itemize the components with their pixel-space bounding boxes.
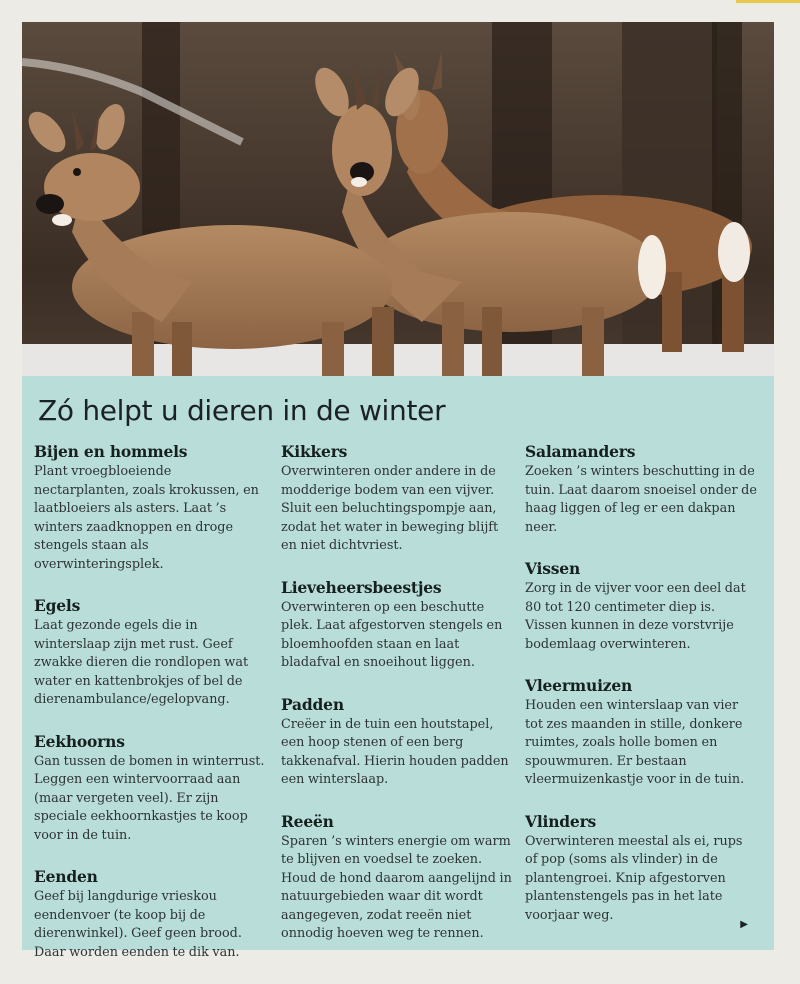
- section-heading: Eenden: [34, 867, 98, 886]
- section-heading: Padden: [281, 694, 344, 714]
- section-body: Gan tussen de bomen in winterrust. Leggen een wintervoorraad aan (maar vergeten veel). Er zijn speciale eekhoornkastjes te koop voor in de tuin.: [34, 753, 265, 843]
- section-heading: Vleermuizen: [525, 676, 633, 695]
- section-padden: [281, 695, 515, 790]
- winter-tips-panel: [22, 376, 774, 960]
- section-heading: Salamanders: [525, 442, 636, 461]
- section-body: Houden een winterslaap van vier tot zes maanden in stille, donkere ruimtes, zoals holle bomen en spouwmuren. Er bestaan vleermuizenkastje voor in de tuin.: [525, 698, 745, 787]
- article-title: Zó helpt u dieren in de winter: [38, 394, 446, 427]
- section-salamanders: [525, 442, 757, 537]
- column-1: [34, 442, 269, 984]
- next-page-arrow-icon: ▶: [740, 919, 748, 930]
- page-corner-tab: [736, 0, 800, 3]
- section-body: Geef bij langdurige vrieskou eendenvoer (te koop bij de dierenwinkel). Geef geen brood. Daar worden eenden te dik van.: [34, 889, 242, 960]
- section-eenden: [34, 867, 269, 962]
- section-heading: Bijen en hommels: [34, 442, 188, 461]
- section-heading: Kikkers: [281, 442, 348, 461]
- section-heading: Egels: [34, 596, 81, 615]
- section-bijen-en-hommels: [34, 442, 269, 574]
- section-body: Laat gezonde egels die in winterslaap zijn met rust. Geef zwakke dieren die rondlopen wat water en kattenbrokjes of bel de dierenambulance/egelopvang.: [34, 618, 249, 707]
- section-body: Zoeken ’s winters beschutting in de tuin. Laat daarom snoeisel onder de haag liggen of leg er een dakpan neer.: [525, 464, 757, 535]
- section-heading: Vlinders: [525, 811, 597, 831]
- section-body: Sparen ’s winters energie om warm te blijven en voedsel te zoeken. Houd de hond daarom aangelijnd in natuurgebieden waar dit wordt aangegeven, zodat reeën niet onnodig hoeven weg te rennen.: [281, 833, 512, 941]
- section-vlinders: [525, 812, 757, 926]
- section-body: Creëer in de tuin een houtstapel, een hoop stenen of een berg takkenafval. Hierin houden padden een winterslaap.: [281, 716, 509, 787]
- section-egels: [34, 596, 269, 710]
- section-heading: Reeën: [281, 811, 334, 831]
- column-3: [525, 442, 757, 947]
- section-body: Overwinteren op een beschutte plek. Laat afgestorven stengels en bloemhoofden staan en laat bladafval en snoeihout liggen.: [281, 599, 503, 670]
- section-body: Overwinteren meestal als ei, rups of pop (soms als vlinder) in de plantengroei. Knip afgestorven plantenstengels pas in het late voorjaar weg.: [525, 833, 743, 923]
- section-heading: Lieveheersbeestjes: [281, 577, 442, 597]
- column-2: [281, 442, 515, 966]
- section-body: Plant vroegbloeiende nectarplanten, zoals krokussen, en laatbloeiers als asters. Laat ’s winters zaadknoppen en droge stengels staan als overwinteringsplek.: [34, 464, 259, 572]
- section-vissen: [525, 559, 757, 654]
- section-heading: Vissen: [525, 559, 581, 578]
- section-vleermuizen: [525, 676, 757, 790]
- section-lieveheersbeestjes: [281, 578, 515, 673]
- section-heading: Eekhoorns: [34, 731, 125, 751]
- roe-deer-photo-icon: [22, 22, 774, 376]
- roe-deer-photo: [22, 22, 774, 376]
- section-eekhoorns: [34, 732, 269, 846]
- section-body: Zorg in de vijver voor een deel dat 80 tot 120 centimeter diep is. Vissen kunnen in deze vorstvrije bodemlaag overwinteren.: [525, 581, 746, 652]
- section-body: Overwinteren onder andere in de modderige bodem van een vijver. Sluit een beluchtingspompje aan, zodat het water in beweging blijft en niet dichtvriest.: [281, 464, 499, 553]
- section-reeen: [281, 812, 515, 944]
- section-kikkers: [281, 442, 515, 556]
